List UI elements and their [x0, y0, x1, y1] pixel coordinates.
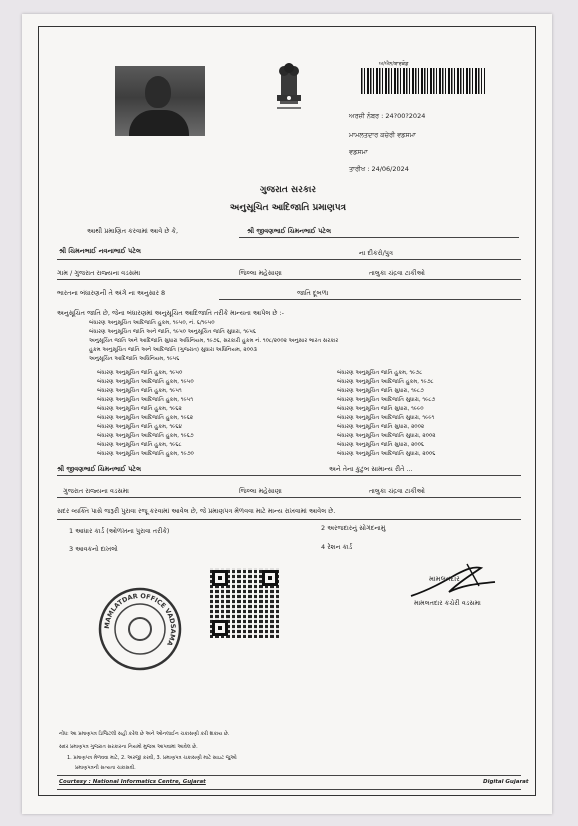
district-line: જિલ્લા મહેસાણા: [239, 269, 282, 277]
issuing-office: ਮਾਮਲਤਦਾਰ ਕਚੇਰੀ ਵਡਸਮਾ: [349, 131, 416, 139]
government-title: ગુજરાત સરકાર: [259, 185, 317, 195]
list-item: બંધારણ અનુસૂચિત જાતિ હુકમ, ૧૯૬૪: [97, 424, 182, 430]
seal-text: MAMLATDAR OFFICE VADSAMA: [102, 591, 178, 648]
village-line: ગામ / ગુજરાત રાજ્યના વડસમા: [57, 269, 141, 277]
issuing-office-place: ਵਡਸਮਾ: [349, 148, 368, 156]
application-number: ਅਰਜ਼ੀ ਨੰਬਰ : 24?00?2024: [349, 112, 426, 120]
resident-village: ગુજરાત રાજ્યના વડસમા: [63, 487, 129, 495]
list-item: બંધારણ અનુસૂચિત જાતિ હુકમ, ૧૯૬૨: [97, 406, 182, 412]
document-item: 2 અરજદારનું સોગંદનામું: [321, 524, 386, 532]
digital-gujarat-logo: Digital Gujarat: [483, 779, 529, 785]
list-item: બંધારણ અનુસૂચિત આદિજાતિ હુકમ, ૧૯૭૦: [97, 451, 194, 457]
footer-note: 1. પ્રમાણપત્ર મેળવવા માટે, 2. અરજી કરવી, 3. પ્રમાણપત્ર ચકાસણી માટે સાઇટ જુઓ: [67, 755, 237, 761]
list-item: બંધારણ અનુસૂચિત આદિજાતિ હુકમ, ૧૯૬૭: [97, 433, 194, 439]
list-item: બંધારણ અનુસૂચિત જાતિ સુધારા, ૧૯૮૭: [337, 388, 424, 394]
list-item: હુકમ અનુસૂચિત જાતિ અને આદિજાતિ (ગુજરાત) સુધારા અધિનિયમ, ૨૦૦૩: [89, 347, 257, 353]
list-item: બંધારણ અનુસૂચિત જાતિ હુકમ, ૧૯૭૮: [337, 370, 423, 376]
certificate-border: [38, 26, 536, 796]
list-item: બંધારણ અનુસૂચિત જાતિ હુકમ, ૧૯૫૧: [97, 388, 182, 394]
list-item: બંધારણ અનુસૂચિત આદિજાતિ સુધારા, ૨૦૦૨: [337, 433, 436, 439]
barcode: [361, 68, 485, 94]
list-item: બંધારણ અનુસૂચિત જાતિ સુધારા, ૧૯૯૦: [337, 406, 424, 412]
footer-note: પ્રમાણપત્રની સત્યતા ચકાસવી.: [75, 765, 136, 771]
list-item: બંધારણ અનુસૂચિત આદિજાતિ સુધારા, ૧૯૯૧: [337, 415, 435, 421]
relation: ના દીકરો/પુત્ર: [359, 249, 393, 257]
list-item: બંધારણ અનુસૂચિત આદિજાતિ સુધારા, ૧૯૮૭: [337, 397, 436, 403]
resident-note: સદર વ્યક્તિ પાસે જરૂરી પુરાવા રજૂ કરવામાં આવેલ છે, જે પ્રમાણપત્ર મેળવવા માટે માન્ય રાખવામાં આવેલ છે.: [57, 507, 336, 515]
signatory-office: મામલતદાર કચેરી વડસમા: [414, 599, 481, 607]
list-item: અનુસૂચિત આદિજાતિ અધિનિયમ, ૧૯૫૬: [89, 356, 180, 362]
certify-prefix: આથી પ્રમાણિત કરવામાં આવે છે કે,: [87, 227, 179, 235]
footer-note: નોંધ: આ પ્રમાણપત્ર ડિજિટલી સહી કરેલ છે અને ઓનલાઈન ચકાસણી કરી શકાય છે.: [59, 731, 230, 737]
footer-note: સદર પ્રમાણપત્ર ગુજરાત સરકારના નિયમો મુજબ આપવામાં આવેલ છે.: [59, 744, 198, 750]
office-seal-icon: [95, 584, 185, 674]
father-name: શ્રી ચિમનભાઈ નવનાભાઈ પટેલ: [59, 247, 141, 255]
list-item: બંધારણ અનુસૂચિત આદિજાતિ હુકમ, ૧૯૭૮: [337, 379, 434, 385]
taluka-line: તાલુકા ચંદ્રવા ટાકીઓ: [369, 269, 425, 277]
caste-line: જાતિ દૂબળા: [297, 289, 329, 297]
document-item: 3 આવકનો દાખલો: [69, 545, 118, 553]
verification-qr-code: [210, 568, 280, 638]
resident-district: જિલ્લા મહેસાણા: [239, 487, 282, 495]
list-item: બંધારણ અનુસૂચિત જાતિ સુધારા, ૨૦૦૨: [337, 424, 425, 430]
resident-suffix: અને તેના કુટુંબ સામાન્ય રીતે ...: [329, 465, 413, 473]
list-item: બંધારણ અનુસૂચિત આદિજાતિ હુકમ, ૧૯૫૦, નં. ૬/૧૯૫૦: [89, 320, 215, 326]
list-item: બંધારણ અનુસૂચિત જાતિ હુકમ, ૧૯૬૮: [97, 442, 182, 448]
document-item: 4 રેશન કાર્ડ: [321, 543, 353, 551]
barcode-number: ਅ/ਐਨ/ਬਾਰਕੋਡ: [379, 61, 409, 67]
courtesy-credit: Courtesy : National Informatics Centre, Gujarat: [59, 779, 206, 785]
applicant-photo: [115, 66, 205, 136]
list-item: બંધારણ અનુસૂચિત આદિજાતિ હુકમ, ૧૯૫૦: [97, 379, 194, 385]
resident-name: શ્રી જીવણભાઈ ચિમનભાઈ પટેલ: [57, 465, 142, 473]
document-item: 1 આધાર કાર્ડ (ઓળખના પુરાવા તરીકે): [69, 527, 170, 535]
list-item: બંધારણ અનુસૂચિત જાતિ અને જાતિ, ૧૯૫૦ અનુસૂચિત જાતિ સુધારા, ૧૯૫૬: [89, 329, 257, 335]
list-item: બંધારણ અનુસૂચિત જાતિ હુકમ, ૧૯૫૦: [97, 370, 183, 376]
list-item: બંધારણ અનુસૂચિત આદિજાતિ હુકમ, ૧૯૫૧: [97, 397, 194, 403]
issue-date: ਤਾਰੀਖ : 24/06/2024: [349, 165, 409, 173]
signatory-title: મામલતદાર: [429, 575, 460, 583]
holder-name: શ્રી જીવણભાઈ ચિમનભાઈ પટેલ: [247, 227, 332, 235]
resident-taluka: તાલુકા ચંદ્રવા ટાકીઓ: [369, 487, 425, 495]
list-item: બંધારણ અનુસૂચિત આદિજાતિ હુકમ, ૧૯૬૨: [97, 415, 194, 421]
list-item: બંધારણ અનુસૂચિત જાતિ સુધારા, ૨૦૦૬: [337, 442, 425, 448]
list-item: અનુસૂચિત જાતિ અને આદિજાતિ સુધારા અધિનિયમ, ૧૯૭૬, સરકારી હુકમ નં. ૧૦૮/૨૦૦૨ અનુસાર ભારત સરકાર: [89, 338, 339, 344]
certificate-title: અનુસૂચિત આદિજાતિ પ્રમાણપત્ર: [229, 203, 347, 213]
certificate-sheet: [22, 14, 552, 814]
constitution-line: ભારતના બંધારણની તે અંગે ના અનુસાર 8: [57, 289, 166, 297]
recognition-line: અનુસૂચિત જાતિ છે, જેના બંધારણમાં અનુસૂચિત આદિજાતિ તરીકે માન્યતા આપેલ છે :-: [57, 309, 284, 317]
state-emblem-icon: [271, 55, 307, 119]
list-item: બંધારણ અનુસૂચિત આદિજાતિ સુધારા, ૨૦૦૬: [337, 451, 436, 457]
